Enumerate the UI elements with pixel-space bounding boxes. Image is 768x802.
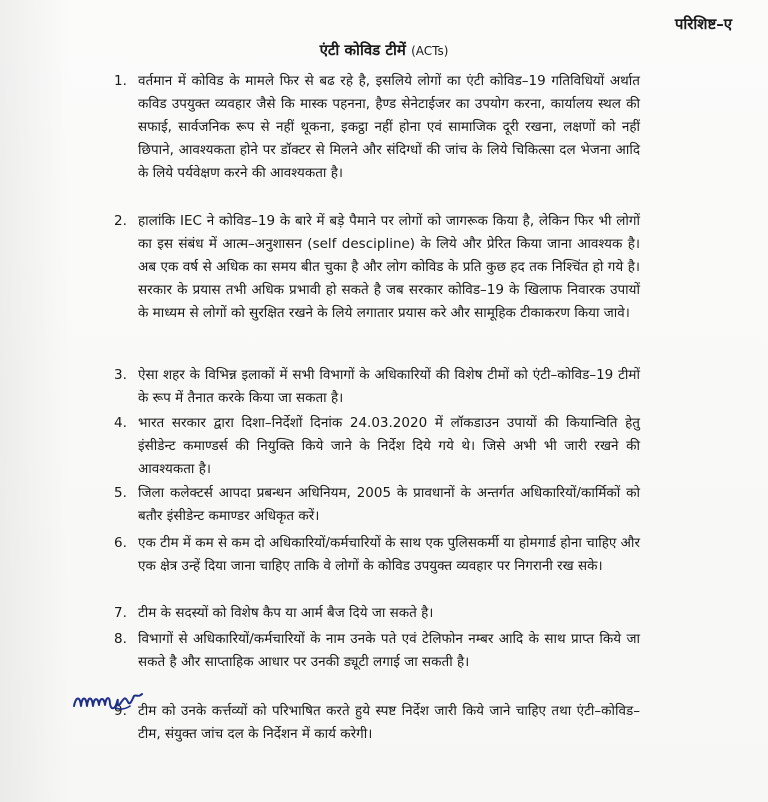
item-number: 4.: [114, 415, 127, 431]
item-text: वर्तमान में कोविड के मामले फिर से बढ रहे है, इसलिये लोगों का एंटी कोविड–19 गतिविधियों अर्थात कविड उपयुक्त व्यवहार जैसे कि मास्क पहनना, हैण्ड सेनेटाईजर का उपयोग करना, कार्यालय स्थल की सफाई, सार्वजनिक रूप से नहीं थूकना, इकट्ठा नहीं होना एवं सामाजिक दूरी रखना, लक्षणों को नहीं छिपाने, आवश्यकता होने पर डॉक्टर से मिलने और संदिग्धों की जांच के लिये चिकित्सा दल भेजना आदि के लिये पर्यवेक्षण करने की आवश्यकता है।: [138, 73, 640, 181]
list-item: [114, 70, 640, 185]
handwritten-signature: [70, 684, 150, 714]
item-text: हालांकि IEC ने कोविड–19 के बारे में बड़े पैमाने पर लोगों को जागरूक किया है, लेकिन फिर भी लोगों का इस संबंध में आत्म–अनुशासन (self descipline) के लिये और प्रेरित किया जाना आवश्यक है। अब एक वर्ष से अधिक का समय बीत चुका है और लोग कोविड के प्रति कुछ हद तक निश्चिंत हो गये है। सरकार के प्रयास तभी अधिक प्रभावी हो सकते है जब सरकार कोविड–19 के खिलाफ निवारक उपायों के माध्यम से लोगों को सुरक्षित रखने के लिये लगातार प्रयास करे और सामूहिक टीकाकरण किया जावे।: [138, 213, 640, 321]
title-text: एंटी कोविड टीमें: [319, 41, 406, 59]
annexure-label: परिशिष्ट–ए: [674, 15, 732, 33]
list-item: [114, 532, 640, 578]
item-text: टीम को उनके कर्त्तव्यों को परिभाषित करते हुये स्पष्ट निर्देश जारी किये जाने चाहिए तथा एंटी–कोविड–टीम, संयुक्त जांच दल के निर्देशन में कार्य करेगी।: [138, 703, 640, 742]
list-item: [114, 210, 640, 325]
item-text: विभागों से अधिकारियों/कर्मचारियों के नाम उनके पते एवं टेलिफोन नम्बर आदि के साथ प्राप्त किये जा सकते है और साप्ताहिक आधार पर उनकी ड्यूटी लगाई जा सकती है।: [138, 631, 640, 670]
item-text: ऐसा शहर के विभिन्न इलाकों में सभी विभागों के अधिकारियों की विशेष टीमों को एंटी–कोविड–19 टीमों के रूप में तैनात करके किया जा सकता है।: [138, 367, 640, 406]
list-item: [114, 700, 640, 746]
page-edge-shadow: [0, 0, 70, 802]
document-title: [0, 40, 768, 60]
item-text: एक टीम में कम से कम दो अधिकारियों/कर्मचारियों के साथ एक पुलिसकर्मी या होमगार्ड होना चाहिए और एक क्षेत्र उन्हें दिया जाना चाहिए ताकि वे लोगों के कोविड उपयुक्त व्यवहार पर निगरानी रख सके।: [138, 535, 640, 574]
list-item: [114, 628, 640, 674]
item-number: 7.: [114, 605, 127, 621]
item-number: 2.: [114, 213, 127, 229]
list-item: [114, 412, 640, 481]
item-text: जिला कलेक्टर्स आपदा प्रबन्धन अधिनियम, 2005 के प्रावधानों के अन्तर्गत अधिकारियों/कार्मिकों को बतौर इंसीडेन्ट कमाण्डर अधिकृत करें।: [138, 485, 640, 524]
item-number: 6.: [114, 535, 127, 551]
item-number: 3.: [114, 367, 127, 383]
item-number: 5.: [114, 485, 127, 501]
item-number: 9.: [114, 703, 127, 719]
item-number: 1.: [114, 73, 127, 89]
list-item: [114, 482, 640, 528]
list-item: [114, 602, 640, 625]
list-item: [114, 364, 640, 410]
item-text: टीम के सदस्यों को विशेष कैप या आर्म बैज दिये जा सकते है।: [138, 605, 434, 621]
title-suffix: (ACTs): [411, 44, 449, 58]
item-number: 8.: [114, 631, 127, 647]
item-text: भारत सरकार द्वारा दिशा–निर्देशों दिनांक 24.03.2020 में लॉकडाउन उपायों की कियान्विति हेतु इंसीडेन्ट कमाण्डर्स की नियुक्ति किये जाने के निर्देश दिये गये थे। जिसे अभी भी जारी रखने की आवश्यकता है।: [138, 415, 640, 477]
